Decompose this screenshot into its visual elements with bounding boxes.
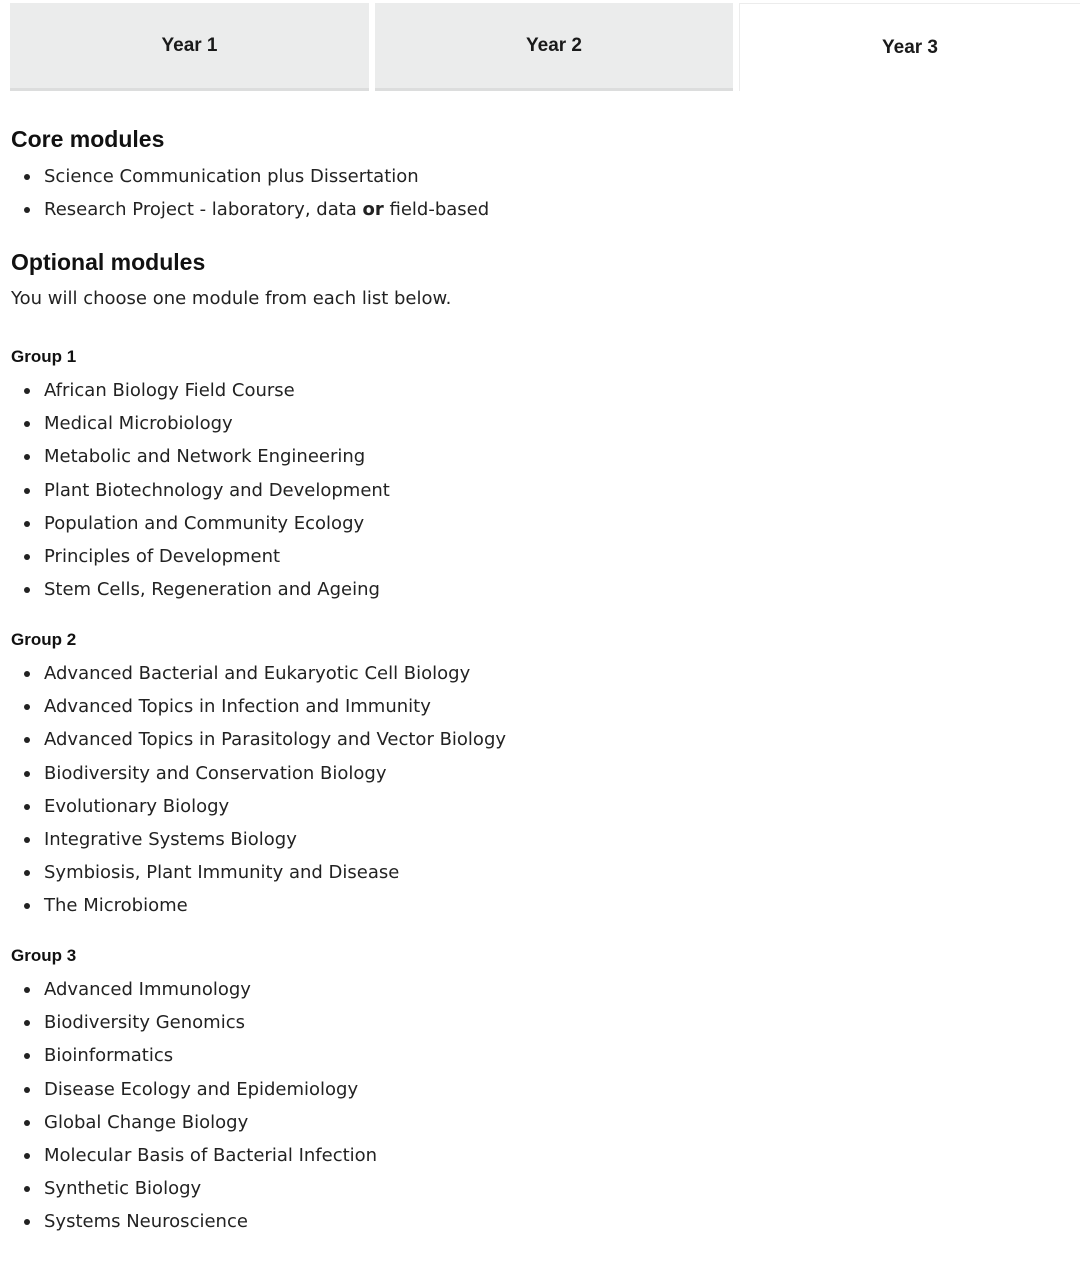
module-name: The Microbiome: [44, 895, 188, 917]
module-name: Integrative Systems Biology: [44, 828, 297, 850]
bullet-icon: [24, 771, 30, 777]
list-item: [11, 1073, 377, 1106]
list-item: [11, 973, 377, 1006]
list-item: [11, 823, 506, 856]
list-item: [11, 1172, 377, 1205]
bullet-icon: [24, 207, 30, 213]
module-name: Population and Community Ecology: [44, 512, 365, 534]
list-item: [11, 573, 390, 606]
list-item: [11, 856, 506, 889]
bullet-icon: [24, 804, 30, 810]
module-name: Metabolic and Network Engineering: [44, 446, 366, 468]
bullet-icon: [24, 903, 30, 909]
group-3-list: [11, 973, 377, 1239]
tab-year-2[interactable]: Year 2: [375, 3, 733, 91]
list-item: [11, 374, 390, 407]
tab-year-3[interactable]: Year 3: [739, 3, 1080, 91]
group-1-title: Group 1: [11, 347, 77, 366]
bullet-icon: [24, 987, 30, 993]
module-name: Synthetic Biology: [44, 1178, 202, 1200]
module-name: Global Change Biology: [44, 1111, 249, 1133]
bullet-icon: [24, 1087, 30, 1093]
optional-modules-heading: Optional modules: [11, 249, 206, 275]
list-item: [11, 690, 506, 723]
list-item: [11, 474, 390, 507]
module-name: Biodiversity Genomics: [44, 1012, 245, 1034]
module-name: Molecular Basis of Bacterial Infection: [44, 1144, 378, 1166]
bullet-icon: [24, 671, 30, 677]
year-tabs: [10, 3, 1080, 91]
module-name: African Biology Field Course: [44, 380, 295, 401]
bullet-icon: [24, 388, 30, 394]
group-1-list: [11, 374, 390, 606]
list-item: [11, 407, 390, 440]
module-name: Advanced Bacterial and Eukaryotic Cell Biology: [44, 663, 471, 684]
bullet-icon: [24, 488, 30, 494]
group-2-title: Group 2: [11, 630, 77, 649]
list-item: [11, 160, 489, 193]
bullet-icon: [24, 1153, 30, 1159]
module-name: Evolutionary Biology: [44, 795, 230, 817]
optional-modules-intro: You will choose one module from each list below.: [11, 288, 452, 309]
list-item: [11, 757, 506, 790]
module-name: Advanced Topics in Parasitology and Vector Biology: [44, 729, 507, 751]
module-name: Symbiosis, Plant Immunity and Disease: [44, 862, 400, 884]
list-item: [11, 1106, 377, 1139]
bullet-icon: [24, 704, 30, 710]
list-item: [11, 507, 390, 540]
module-name: Systems Neuroscience: [44, 1211, 248, 1233]
list-item: [11, 540, 390, 573]
list-item: [11, 1205, 377, 1238]
module-name: Principles of Development: [44, 545, 281, 567]
bullet-icon: [24, 1120, 30, 1126]
bullet-icon: [24, 737, 30, 743]
bullet-icon: [24, 421, 30, 427]
core-modules-heading: Core modules: [11, 126, 165, 152]
module-name: Bioinformatics: [44, 1045, 174, 1067]
module-name: Advanced Immunology: [44, 979, 251, 1000]
list-item: [11, 1039, 377, 1072]
module-name-emphasis: or: [362, 199, 384, 221]
list-item: [11, 889, 506, 922]
list-item: [11, 723, 506, 756]
bullet-icon: [24, 174, 30, 180]
list-item: [11, 657, 506, 690]
list-item: [11, 1139, 377, 1172]
module-name: Plant Biotechnology and Development: [44, 479, 390, 501]
module-name: Advanced Topics in Infection and Immunity: [44, 696, 431, 718]
group-3-title: Group 3: [11, 946, 77, 965]
module-name-part: Research Project - laboratory, data: [44, 199, 363, 221]
module-name-part: field-based: [383, 199, 490, 221]
list-item: [11, 440, 390, 473]
bullet-icon: [24, 1020, 30, 1026]
tab-year-1[interactable]: Year 1: [10, 3, 369, 91]
list-item: [11, 193, 489, 226]
bullet-icon: [24, 1053, 30, 1059]
bullet-icon: [24, 1219, 30, 1225]
module-name: Medical Microbiology: [44, 413, 233, 435]
bullet-icon: [24, 454, 30, 460]
list-item: [11, 790, 506, 823]
bullet-icon: [24, 837, 30, 843]
bullet-icon: [24, 554, 30, 560]
bullet-icon: [24, 521, 30, 527]
bullet-icon: [24, 870, 30, 876]
module-name: Science Communication plus Dissertation: [44, 166, 419, 187]
bullet-icon: [24, 1186, 30, 1192]
module-name: Biodiversity and Conservation Biology: [44, 762, 387, 784]
module-name: Disease Ecology and Epidemiology: [44, 1078, 359, 1100]
module-name: Stem Cells, Regeneration and Ageing: [44, 579, 380, 601]
core-modules-list: [11, 160, 489, 226]
group-2-list: [11, 657, 506, 923]
bullet-icon: [24, 587, 30, 593]
list-item: [11, 1006, 377, 1039]
